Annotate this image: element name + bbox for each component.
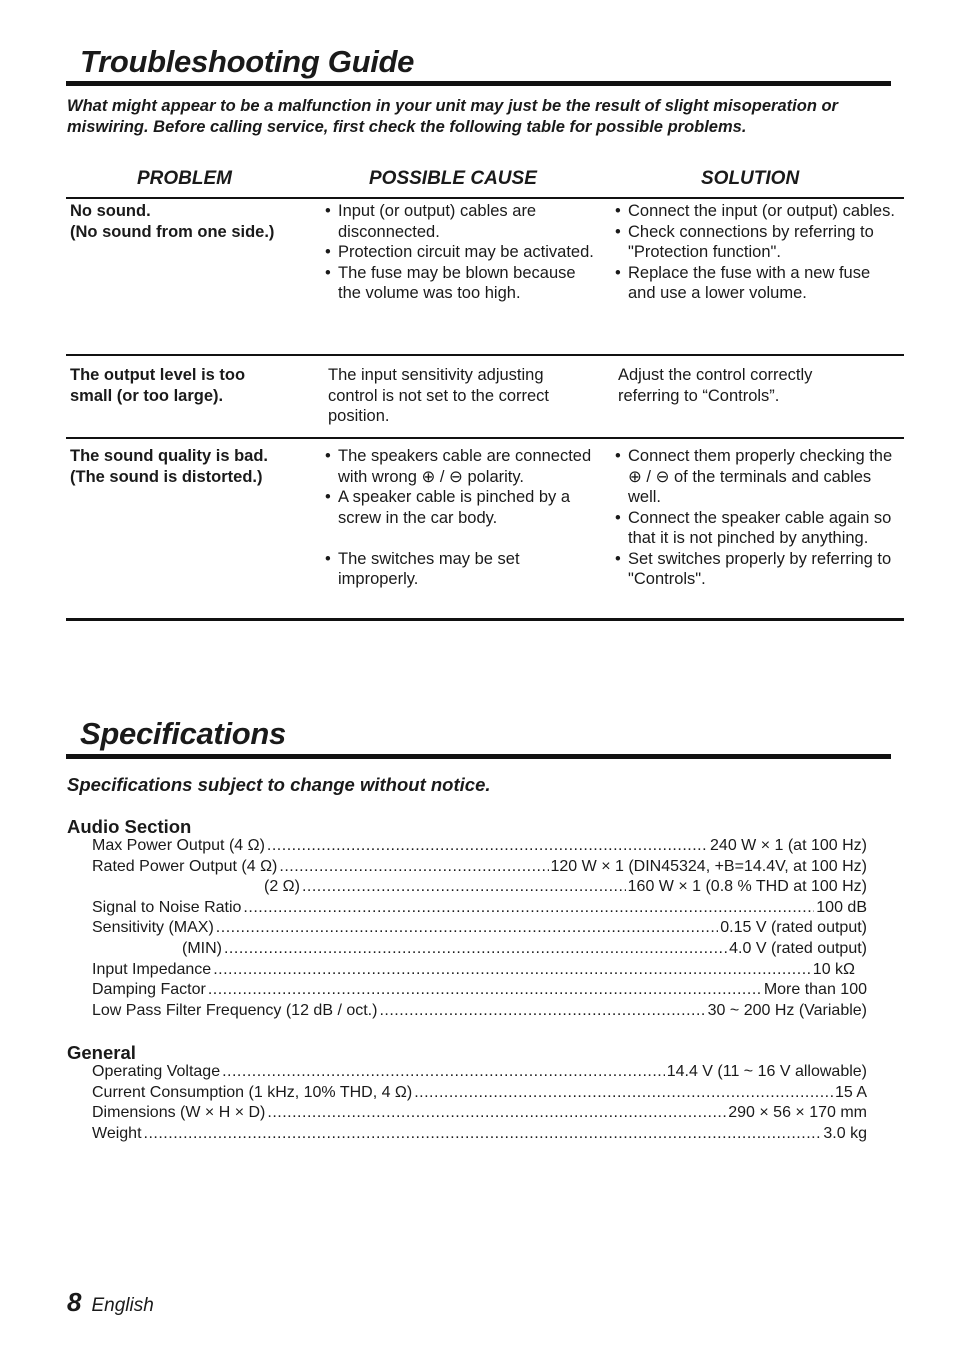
spec-label: Operating Voltage: [92, 1063, 221, 1080]
dot-leader: [243, 899, 814, 917]
spec-label: Damping Factor: [92, 981, 206, 999]
dot-leader: [144, 1125, 822, 1143]
problem-line: (No sound from one side.): [70, 222, 275, 241]
dot-leader: [267, 837, 708, 855]
spec-value: 120 W × 1 (DIN45324, +B=14.4V, at 100 Hz): [550, 857, 867, 875]
solution-item: • Connect the input (or output) cables.: [615, 201, 900, 222]
table-row-problem: [70, 365, 310, 406]
problem-line: small (or too large).: [70, 386, 224, 405]
solution-item: • Replace the fuse with a new fuse and use a lower volume.: [615, 263, 900, 304]
table-header-rule: [66, 197, 904, 199]
spec-label: Signal to Noise Ratio: [92, 898, 242, 916]
table-row-problem: [70, 446, 310, 487]
solution-item: • Check connections by referring to "Protection function".: [615, 222, 900, 263]
spec-row: [92, 981, 867, 1002]
spec-value: 30 ~ 200 Hz (Variable): [707, 1001, 867, 1019]
spec-value: 0.15 V (rated output): [720, 919, 867, 937]
dot-leader: [279, 858, 548, 876]
spec-value: 290 × 56 × 170 mm: [728, 1104, 867, 1122]
language-label: English: [91, 1295, 154, 1316]
solution-list: [615, 446, 900, 590]
spec-row: [92, 1063, 867, 1084]
spec-value: 240 W × 1 (at 100 Hz): [710, 837, 867, 854]
title-rule: [66, 754, 891, 759]
solution-list: [615, 201, 900, 304]
dot-leader: [414, 1084, 833, 1102]
cause-list: [325, 201, 600, 304]
cause-item: • Input (or output) cables are disconnected.: [325, 201, 600, 242]
spec-row: [92, 1002, 867, 1023]
solution-text: Adjust the control correctly referring to “Controls”.: [618, 366, 813, 405]
spec-value: 14.4 V (11 ~ 16 V allowable): [666, 1063, 867, 1080]
spec-value: 4.0 V (rated output): [729, 939, 867, 957]
header-problem: PROBLEM: [137, 168, 232, 189]
problem-line: The output level is too: [70, 366, 246, 384]
header-solution: SOLUTION: [701, 168, 800, 189]
spec-label: Low Pass Filter Frequency (12 dB / oct.): [92, 1001, 378, 1019]
cause-item: • The fuse may be blown because the volume was too high.: [325, 263, 600, 304]
spec-value: 100 dB: [816, 898, 867, 916]
spec-label: Weight: [92, 1124, 142, 1142]
specifications-title: Specifications: [80, 716, 286, 751]
spec-label: (MIN): [182, 939, 222, 957]
dot-leader: [213, 961, 811, 979]
dot-leader: [208, 981, 762, 999]
dot-leader: [216, 919, 718, 937]
spec-row: [92, 878, 867, 899]
spec-label: Rated Power Output (4 Ω): [92, 857, 278, 875]
spec-row: [92, 837, 867, 858]
spec-value: 10 kΩ: [812, 960, 855, 978]
troubleshooting-title: Troubleshooting Guide: [80, 44, 415, 79]
dot-leader: [267, 1104, 726, 1122]
problem-line: No sound.: [70, 202, 151, 220]
problem-line: (The sound is distorted.): [70, 467, 263, 486]
spec-row: [92, 1125, 867, 1146]
problem-line: The sound quality is bad.: [70, 447, 269, 465]
table-bottom-rule: [66, 618, 904, 621]
spec-label: Dimensions (W × H × D): [92, 1104, 266, 1122]
solution-item: • Connect the speaker cable again so that it is not pinched by anything.: [615, 508, 900, 549]
audio-section-heading: Audio Section: [67, 816, 192, 837]
solution-item: • Set switches properly by referring to "Controls".: [615, 549, 900, 590]
spec-row: [92, 1084, 867, 1105]
spec-label: Current Consumption (1 kHz, 10% THD, 4 Ω): [92, 1083, 413, 1101]
cause-item: • Protection circuit may be activated.: [325, 242, 600, 263]
spec-label: Sensitivity (MAX): [92, 919, 214, 937]
spec-value: 15 A: [834, 1083, 867, 1101]
audio-spec-list: [92, 837, 867, 1022]
cause-list: [325, 446, 600, 590]
spec-value: 160 W × 1 (0.8 % THD at 100 Hz): [627, 878, 867, 896]
dot-leader: [379, 1002, 705, 1020]
general-section-heading: General: [67, 1042, 136, 1063]
spec-label: (2 Ω): [264, 878, 300, 896]
page-footer: [67, 1287, 154, 1318]
row-divider: [66, 437, 904, 439]
cause-item: • The switches may be set improperly.: [325, 549, 600, 590]
spec-value: More than 100: [763, 981, 867, 999]
spec-row: [92, 961, 867, 982]
spec-label: Input Impedance: [92, 960, 212, 978]
page-number: 8: [67, 1287, 82, 1317]
spec-value: 3.0 kg: [823, 1124, 867, 1142]
spec-row: [92, 919, 867, 940]
title-rule: [66, 81, 891, 86]
spec-row: [92, 1104, 867, 1125]
header-cause: POSSIBLE CAUSE: [369, 168, 537, 189]
solution-item: • Connect them properly checking the ⊕ / ⊖ of the terminals and cables well.: [615, 446, 900, 508]
specifications-note: Specifications subject to change without notice.: [67, 774, 491, 795]
dot-leader: [302, 878, 626, 896]
cause-item: • The speakers cable are connected with wrong ⊕ / ⊖ polarity.: [325, 446, 600, 487]
spec-label: Max Power Output (4 Ω): [92, 837, 265, 854]
cause-item: • A speaker cable is pinched by a screw in the car body.: [325, 487, 600, 528]
spec-row: [92, 940, 867, 961]
spec-row: [92, 858, 867, 879]
cause-text: The input sensitivity adjusting control is not set to the correct position.: [328, 366, 550, 425]
table-row-problem: [70, 201, 310, 242]
dot-leader: [224, 940, 727, 958]
troubleshooting-intro: What might appear to be a malfunction in your unit may just be the result of slight misoperation or miswiring. Before calling service, first check the following table for possible problems.: [67, 97, 838, 136]
spec-row: [92, 899, 867, 920]
dot-leader: [222, 1063, 665, 1081]
row-divider: [66, 354, 904, 356]
general-spec-list: [92, 1063, 867, 1145]
